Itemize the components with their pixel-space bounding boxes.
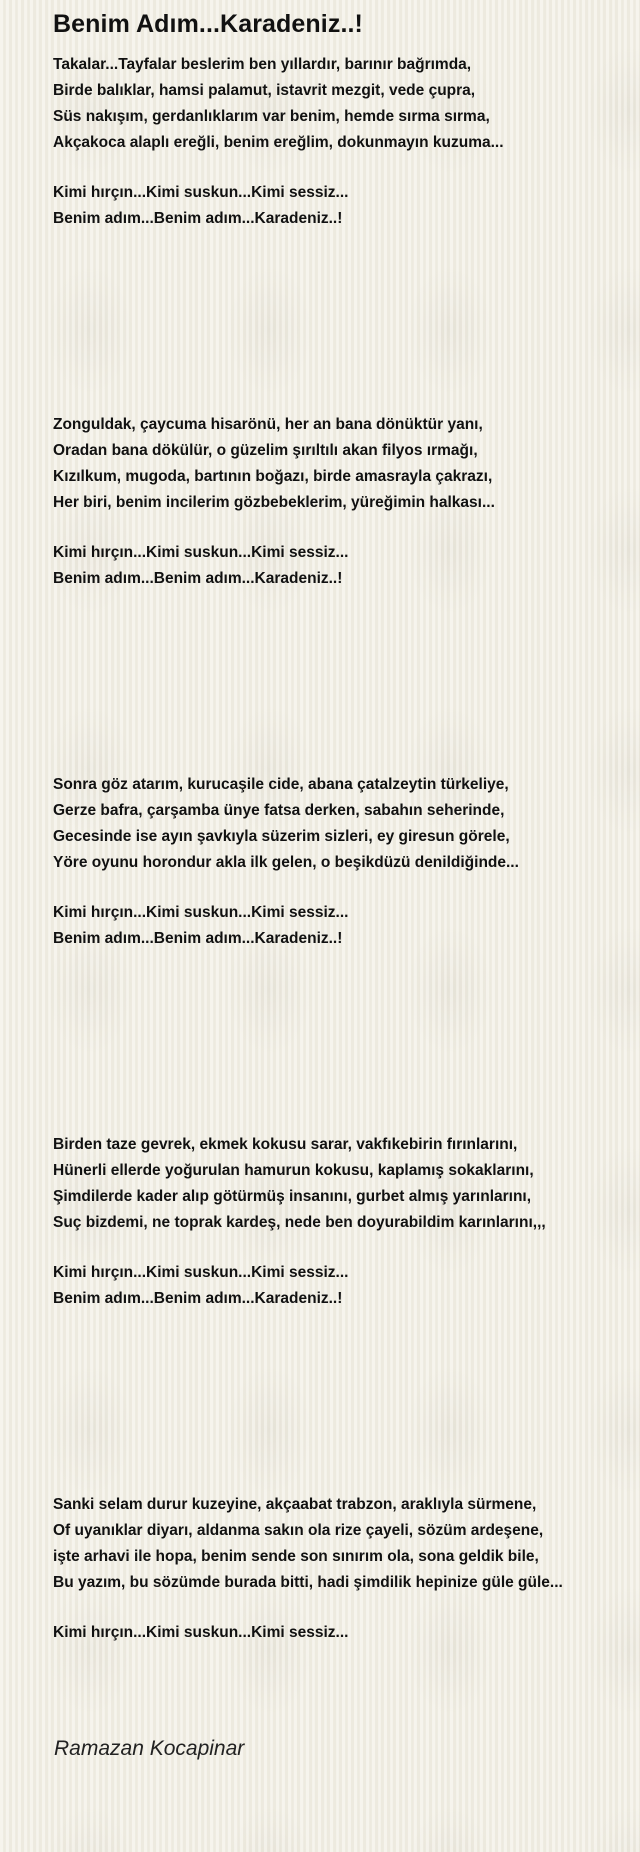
verse-line: Kızılkum, mugoda, bartının boğazı, birde amasrayla çakrazı,	[53, 468, 493, 485]
verse-line: Şimdilerde kader alıp götürmüş insanını, gurbet almış yarınlarını,	[53, 1188, 532, 1205]
verse-line: Zonguldak, çaycuma hisarönü, her an bana dönüktür yanı,	[53, 416, 483, 433]
author-name: Ramazan Kocapinar	[54, 1737, 245, 1760]
refrain-line: Benim adım...Benim adım...Karadeniz..!	[53, 1290, 343, 1307]
verse-line: işte arhavi ile hopa, benim sende son sınırım ola, sona geldik bile,	[53, 1548, 539, 1565]
verse-line: Sonra göz atarım, kurucaşile cide, abana çatalzeytin türkeliye,	[53, 776, 509, 793]
stanza-4	[53, 1132, 613, 1492]
refrain-line: Kimi hırçın...Kimi suskun...Kimi sessiz...	[53, 904, 349, 921]
verse-line: Birde balıklar, hamsi palamut, istavrit mezgit, vede çupra,	[53, 82, 476, 99]
stanza-5	[53, 1492, 613, 1852]
refrain-line: Kimi hırçın...Kimi suskun...Kimi sessiz...	[53, 544, 349, 561]
refrain-line: Benim adım...Benim adım...Karadeniz..!	[53, 210, 343, 227]
refrain-line: Benim adım...Benim adım...Karadeniz..!	[53, 930, 343, 947]
stanza-2	[53, 412, 613, 772]
verse-line: Yöre oyunu horondur akla ilk gelen, o beşikdüzü denildiğinde...	[53, 854, 519, 871]
refrain-line: Kimi hırçın...Kimi suskun...Kimi sessiz...	[53, 184, 349, 201]
verse-line: Oradan bana dökülür, o güzelim şırıltılı akan filyos ırmağı,	[53, 442, 478, 459]
verse-line: Gecesinde ise ayın şavkıyla süzerim sizleri, ey giresun görele,	[53, 828, 510, 845]
stanza-3	[53, 772, 613, 1132]
verse-line: Sanki selam durur kuzeyine, akçaabat trabzon, araklıyla sürmene,	[53, 1496, 537, 1513]
stanza-spacer	[53, 1236, 613, 1260]
stanza-spacer	[53, 156, 613, 180]
verse-line: Birden taze gevrek, ekmek kokusu sarar, vakfıkebirin fırınlarını,	[53, 1136, 518, 1153]
poem-title: Benim Adım...Karadeniz..!	[53, 10, 363, 38]
verse-line: Takalar...Tayfalar beslerim ben yıllardır, barınır bağrımda,	[53, 56, 472, 73]
refrain-line: Kimi hırçın...Kimi suskun...Kimi sessiz...	[53, 1264, 349, 1281]
stanza-spacer	[53, 516, 613, 540]
poem-body	[53, 52, 613, 1852]
verse-line: Akçakoca alaplı ereğli, benim ereğlim, dokunmayın kuzuma...	[53, 134, 504, 151]
verse-line: Bu yazım, bu sözümde burada bitti, hadi şimdilik hepinize güle güle...	[53, 1574, 563, 1591]
verse-line: Hünerli ellerde yoğurulan hamurun kokusu, kaplamış sokaklarını,	[53, 1162, 534, 1179]
verse-line: Of uyanıklar diyarı, aldanma sakın ola rize çayeli, sözüm ardeşene,	[53, 1522, 544, 1539]
stanza-spacer	[53, 1596, 613, 1620]
refrain-line: Kimi hırçın...Kimi suskun...Kimi sessiz...	[53, 1624, 349, 1641]
verse-line: Her biri, benim incilerim gözbebeklerim, yüreğimin halkası...	[53, 494, 495, 511]
verse-line: Süs nakışım, gerdanlıklarım var benim, hemde sırma sırma,	[53, 108, 490, 125]
verse-line: Suç bizdemi, ne toprak kardeş, nede ben doyurabildim karınlarını,,,	[53, 1214, 546, 1231]
stanza-spacer	[53, 876, 613, 900]
refrain-line: Benim adım...Benim adım...Karadeniz..!	[53, 570, 343, 587]
stanza-1	[53, 52, 613, 412]
verse-line: Gerze bafra, çarşamba ünye fatsa derken, sabahın seherinde,	[53, 802, 505, 819]
